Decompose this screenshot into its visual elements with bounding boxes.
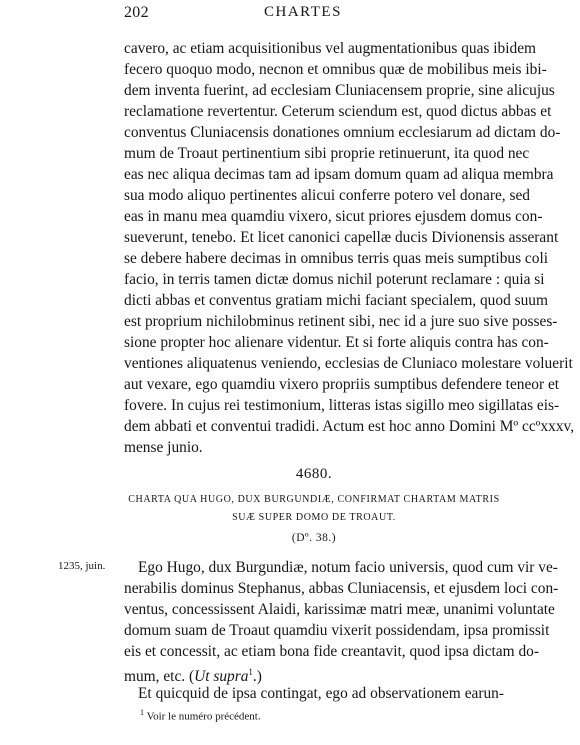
text-line: fovere. In cujus rei testimonium, litteras istas sigillo meo sigillatas eis- <box>124 397 560 414</box>
footnote-number: 1 <box>140 708 144 717</box>
charter-reference: (Dº. 38.) <box>291 532 337 544</box>
text-line: se debere habere decimas in omnibus terris quas meis sumptibus coli <box>124 250 548 267</box>
text-fragment: .) <box>252 668 262 686</box>
text-line: mum de Troaut pertinentium sibi proprie retinuerunt, ita quod nec <box>124 145 530 162</box>
charter-title: CHARTA QUA HUGO, DUX BURGUNDIÆ, CONFIRMAT CHARTAM MATRIS <box>128 494 500 505</box>
text-line: fecero quoquo modo, necnon et omnibus quæ de mobilibus meis ibi- <box>124 61 547 78</box>
text-line: eas in manu mea quamdiu vixero, sicut priores ejusdem domus con- <box>124 208 543 225</box>
text-line: aut vexare, ego quamdiu vixero propriis sumptibus defendere teneor et <box>124 376 560 393</box>
footnote-mark: 1 <box>248 667 253 677</box>
running-title: CHARTES <box>264 4 342 20</box>
text-line: ventiones aliquatenus veniendo, ecclesias de Cluniaco molestare voluerit <box>124 355 573 372</box>
text-line: ventus, concessissent Alaidi, karissimæ matri meæ, unanimi voluntate <box>124 601 555 618</box>
text-line: sueverunt, tenebo. Et licet canonici capellæ ducis Divionensis asserant <box>124 229 559 246</box>
text-line: facio, in terris tamen dictæ domus nichil poterunt reclamare : quia si <box>124 271 545 288</box>
footnote <box>140 708 261 723</box>
charter-number: 4680. <box>295 466 333 482</box>
text-line: sione propter hoc alienare videntur. Et si forte aliquis contra has con- <box>124 334 549 351</box>
text-line: Et quicquid de ipsa contingat, ego ad observationem earun- <box>138 685 504 702</box>
text-line: eas nec aliqua decimas tam ad ipsam domum quam ad aliqua membra <box>124 166 554 183</box>
page-number: 202 <box>124 4 149 21</box>
text-fragment: mum, etc. ( <box>124 668 195 686</box>
text-line: mense junio. <box>124 439 203 456</box>
charter-title: SUÆ SUPER DOMO DE TROAUT. <box>232 512 396 523</box>
page-header <box>124 4 506 30</box>
text-line: dicti abbas et conventus gratiam michi faciant specialem, quod suum <box>124 292 548 309</box>
text-line: sua modo aliquo pertinentes alicui conferre potero vel donare, sed <box>124 187 530 204</box>
text-line: Ego Hugo, dux Burgundiæ, notum facio universis, quod cum vir ve- <box>138 559 558 576</box>
text-line: dem inventa fuerint, ad ecclesiam Cluniacensem proprie, sine alicujus <box>124 82 555 99</box>
text-line: eis et concessit, ac etiam bona fide creantavit, quod ipsa dictam do- <box>124 643 539 660</box>
text-line: reclamatione revertentur. Ceterum sciendum est, quod dictus abbas et <box>124 103 552 120</box>
margin-date: 1235, juin. <box>58 560 106 572</box>
text-line: nerabilis dominus Stephanus, abbas Cluniacensis, et ejusdem loci con- <box>124 580 559 597</box>
italic-reference: Ut supra <box>194 668 249 686</box>
text-line: domum suam de Troaut quamdiu vixerit possidendam, ipsa promissit <box>124 622 550 639</box>
text-line: conventus Cluniacensis donationes omnium ecclesiarum ad dictam do- <box>124 124 561 141</box>
text-line: est proprium nichilobminus retinent sibi, nec id a jure suo sive posses- <box>124 313 558 330</box>
footnote-text: Voir le numéro précédent. <box>146 710 261 723</box>
text-line: dem abbati et conventui tradidi. Actum est hoc anno Domini Mº ccºxxxv, <box>124 418 575 435</box>
text-line: cavero, ac etiam acquisitionibus vel augmentationibus quas ibidem <box>124 40 537 57</box>
